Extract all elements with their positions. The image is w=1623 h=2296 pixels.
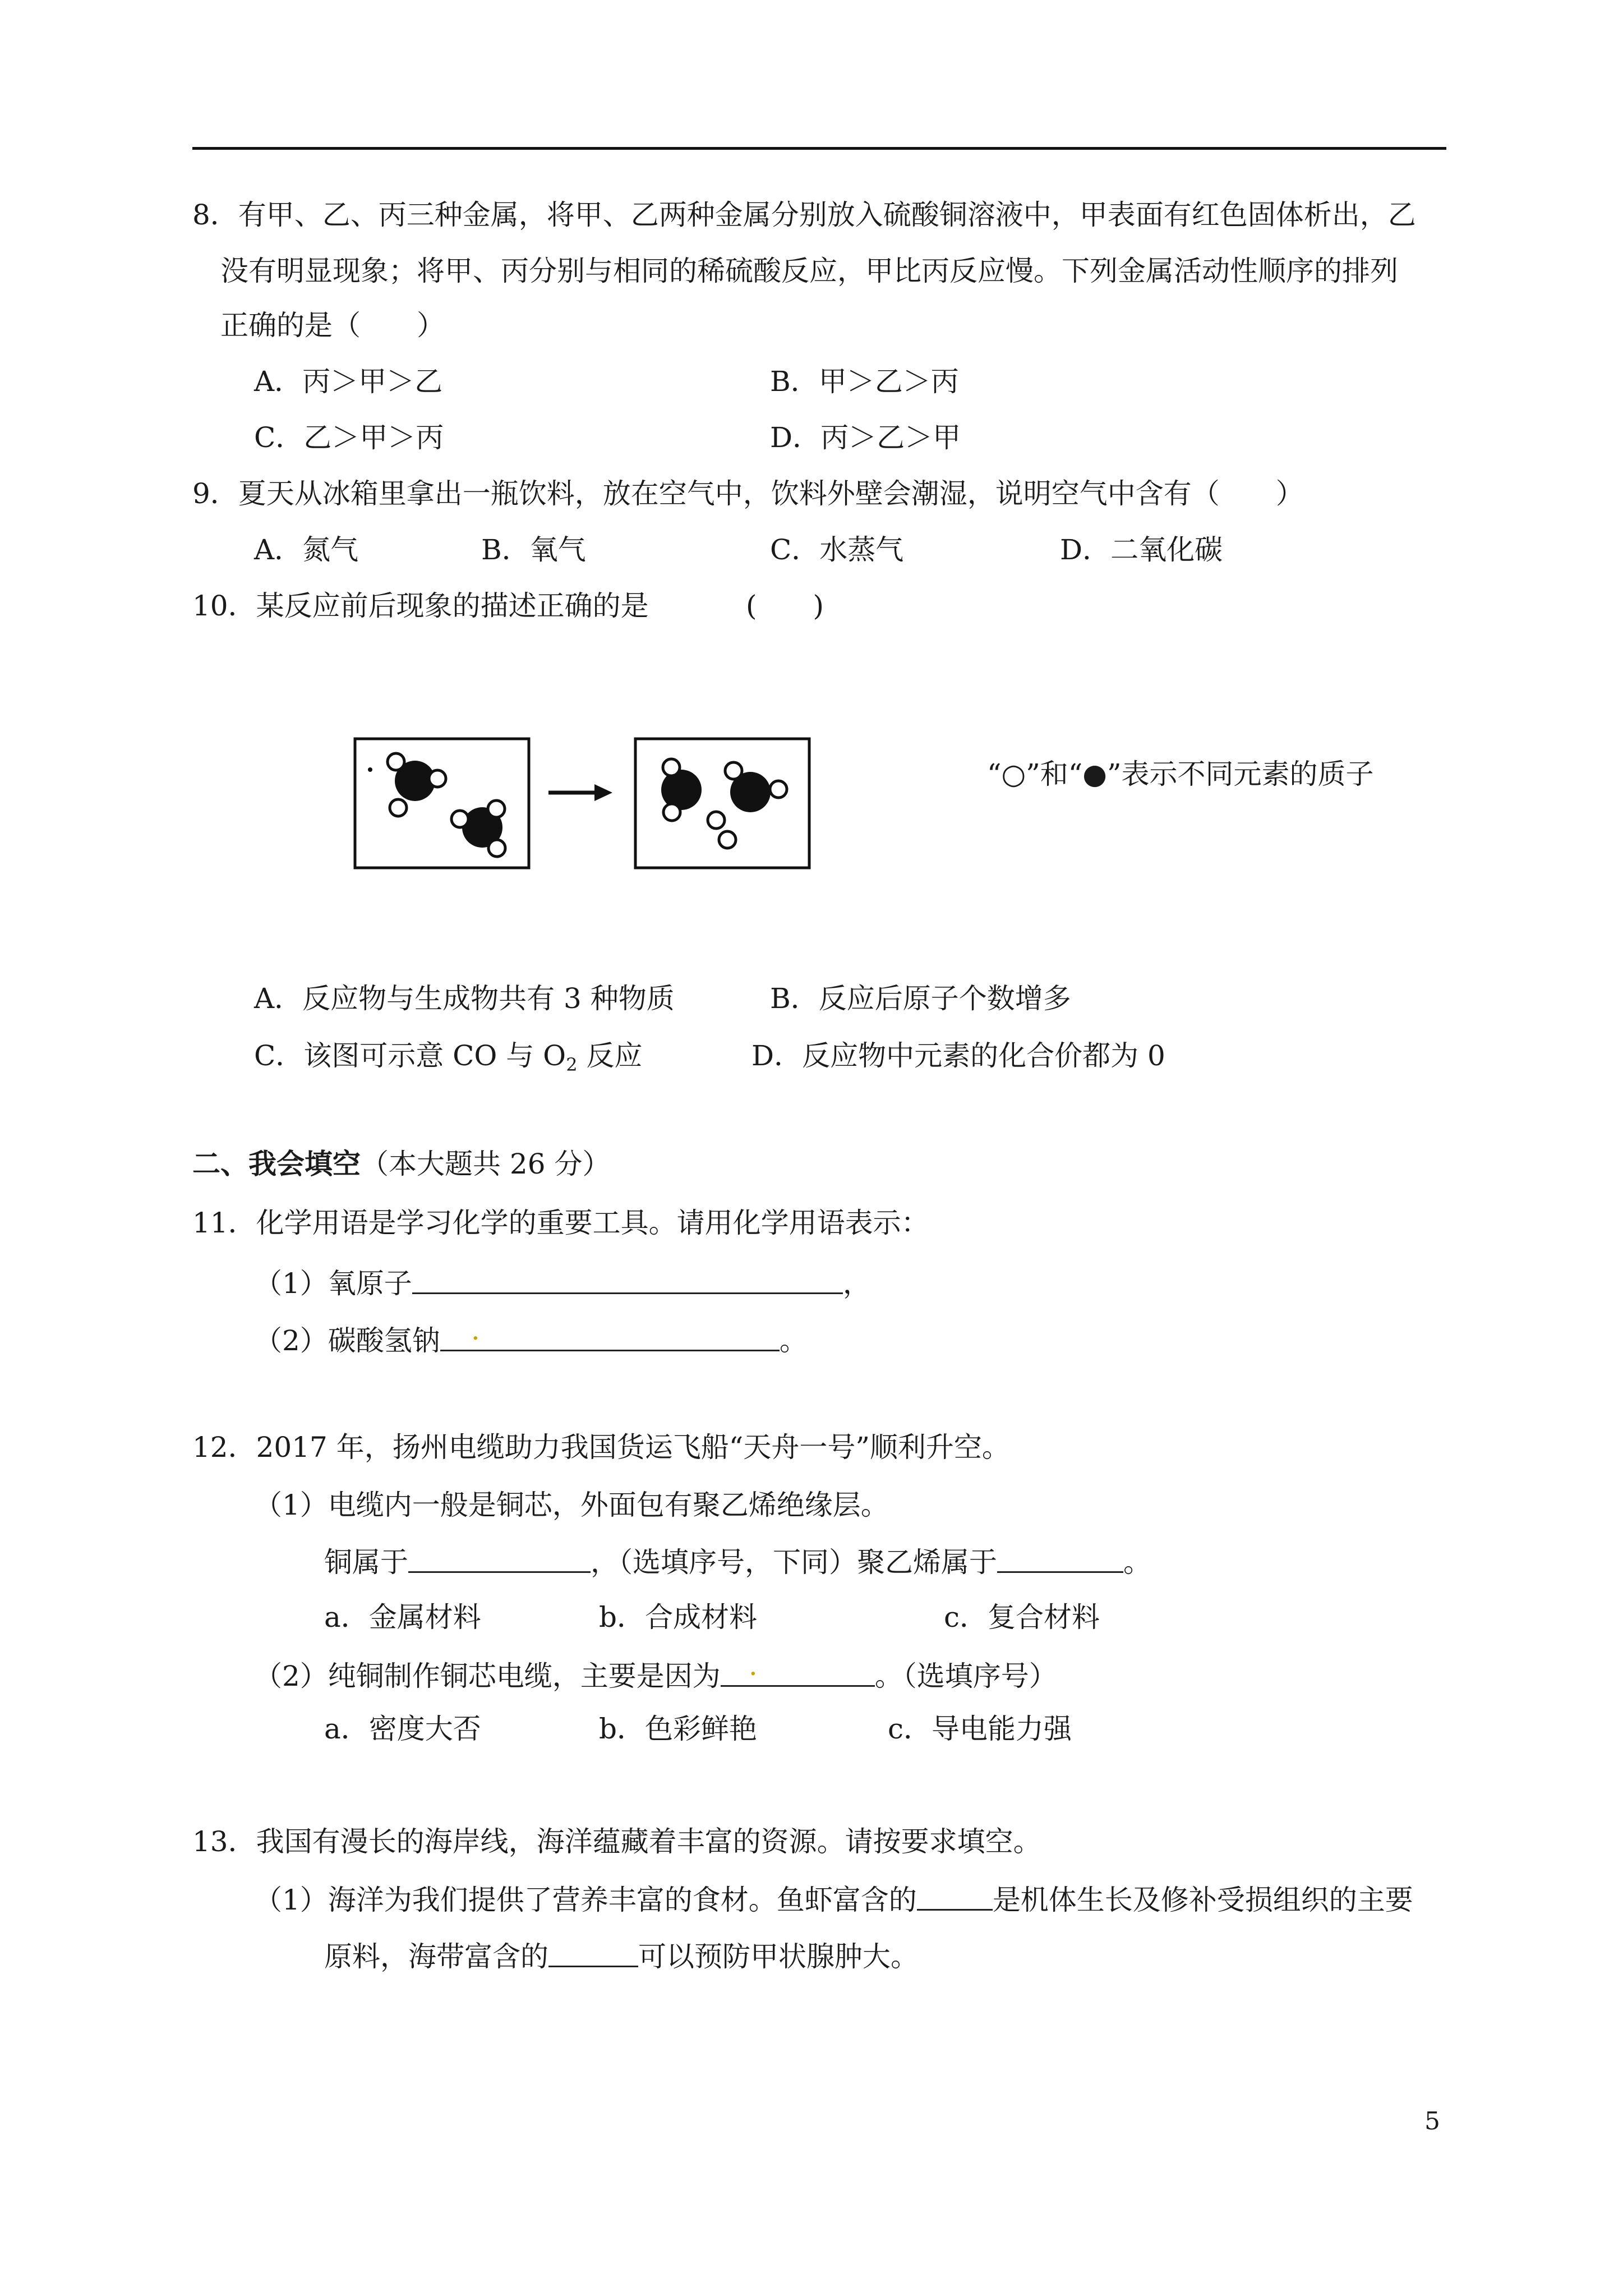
q13-protein-blank[interactable] [917,1883,993,1911]
q8-option-b: B．甲＞乙＞丙 [770,365,959,398]
stray-dot [368,767,372,772]
q9-stem: 9．夏天从冰箱里拿出一瓶饮料，放在空气中，饮料外壁会潮湿，说明空气中含有（ ） [192,477,1304,510]
q12-option-b: b．合成材料 [599,1601,758,1634]
reaction-diagram [348,729,819,875]
q12-part1-fill-line [324,1545,1151,1579]
q12-part1: （1）电缆内一般是铜芯，外面包有聚乙烯绝缘层。 [254,1489,889,1521]
product-molecule-1 [661,759,702,821]
q12-part1-end: 。 [1123,1546,1151,1579]
white-atom [451,811,468,827]
white-atom [719,831,736,848]
q12-option2-b: b．色彩鲜艳 [599,1713,758,1745]
q8-option-a: A．丙＞甲＞乙 [254,365,443,398]
q11-part2-end: 。 [779,1324,808,1357]
q8-stem-line2: 没有明显现象；将甲、丙分别与相同的稀硫酸反应，甲比丙反应慢。下列金属活动性顺序的排列 [220,255,1398,287]
reaction-arrow [548,784,612,801]
q13-part1-text-a: （1）海洋为我们提供了营养丰富的食材。鱼虾富含的 [254,1884,917,1916]
q11-part1-label: （1）氧原子 [254,1267,412,1300]
q11-part1-end: ， [842,1267,871,1300]
q12-part2-blank[interactable]: . [721,1659,875,1687]
q10-answer-paren: ( ) [746,590,824,622]
q13-part1-line2 [324,1940,919,1971]
product-molecule-2 [725,762,787,812]
q10-option-c-subscript: 2 [566,1054,578,1075]
white-atom [663,759,680,776]
white-atom [390,799,407,816]
q8-stem-line3: 正确的是（ ） [220,309,445,342]
white-atom [770,781,787,798]
q11-part1-blank[interactable] [412,1267,843,1294]
q11-part2 [254,1314,808,1357]
product-box [635,739,809,868]
q11-part1 [254,1267,871,1300]
white-atom [488,800,505,817]
product-molecule-3 [708,812,736,848]
section2-title: 二、我会填空 [192,1148,361,1180]
q12-part2-label: （2）纯铜制作铜芯电缆，主要是因为 [254,1660,721,1692]
q12-polyethylene-blank[interactable] [997,1545,1123,1573]
q9-option-c: C．水蒸气 [770,533,904,566]
q10-option-c [254,1039,643,1075]
q8-option-d: D．丙＞乙＞甲 [770,421,961,454]
section2-heading [192,1150,610,1178]
q10-option-b: B．反应后原子个数增多 [770,982,1071,1015]
q13-part1-text-b: 是机体生长及修补受损组织的主要 [992,1884,1413,1916]
q9-option-d: D．二氧化碳 [1060,533,1223,566]
q12-part2-end: 。（选填序号） [874,1660,1057,1692]
reactant-molecule-2 [451,800,505,857]
q9-option-a: A．氮气 [254,533,359,566]
section2-note: （本大题共 26 分） [361,1148,611,1180]
header-rule [192,147,1446,150]
q10-option-c-text: C．该图可示意 CO 与 O [254,1039,566,1072]
q10-option-c-tail: 反应 [577,1039,643,1072]
white-atom [725,762,742,779]
q10-legend: “○”和“●”表示不同元素的质子 [987,758,1374,790]
q13-stem: 13．我国有漫长的海岸线，海洋蕴藏着丰富的资源。请按要求填空。 [192,1825,1041,1858]
page-number: 5 [1424,2107,1440,2136]
q9-option-b: B．氧气 [481,533,586,566]
q12-option2-a: a．密度大否 [324,1713,481,1745]
white-atom [488,840,505,857]
q12-copper-blank[interactable] [408,1545,591,1573]
q11-part2-blank[interactable]: . [440,1324,780,1351]
q11-stem: 11．化学用语是学习化学的重要工具。请用化学用语表示： [192,1207,929,1239]
reactant-molecule-1 [388,753,446,816]
q12-option-c: c．复合材料 [944,1601,1100,1634]
q13-part1-text-c: 原料，海带富含的 [324,1940,548,1973]
q8-option-c: C．乙＞甲＞丙 [254,421,444,454]
q12-polyethylene-label: ，（选填序号，下同）聚乙烯属于 [591,1546,997,1579]
q12-option2-c: c．导电能力强 [888,1713,1072,1745]
q13-part1-text-d: 可以预防甲状腺肿大。 [638,1940,919,1973]
q12-part2 [254,1649,1057,1692]
q13-iodine-blank[interactable] [548,1940,638,1967]
white-atom [708,812,725,829]
q12-copper-label: 铜属于 [324,1546,408,1579]
q10-option-d: D．反应物中元素的化合价都为 0 [751,1039,1165,1072]
q10-option-a: A．反应物与生成物共有 3 种物质 [254,982,675,1015]
white-atom [663,804,680,821]
q8-stem-line1: 8．有甲、乙、丙三种金属，将甲、乙两种金属分别放入硫酸铜溶液中，甲表面有红色固体析出，乙 [192,199,1416,231]
q10-stem: 10．某反应前后现象的描述正确的是 [192,590,649,622]
q12-option-a: a．金属材料 [324,1601,481,1634]
white-atom [388,753,404,770]
q13-part1-line1 [254,1883,1413,1914]
white-atom [429,770,446,787]
q11-part2-label: （2）碳酸氢钠 [254,1324,440,1357]
q12-stem: 12．2017 年，扬州电缆助力我国货运飞船“天舟一号”顺利升空。 [192,1431,1010,1464]
